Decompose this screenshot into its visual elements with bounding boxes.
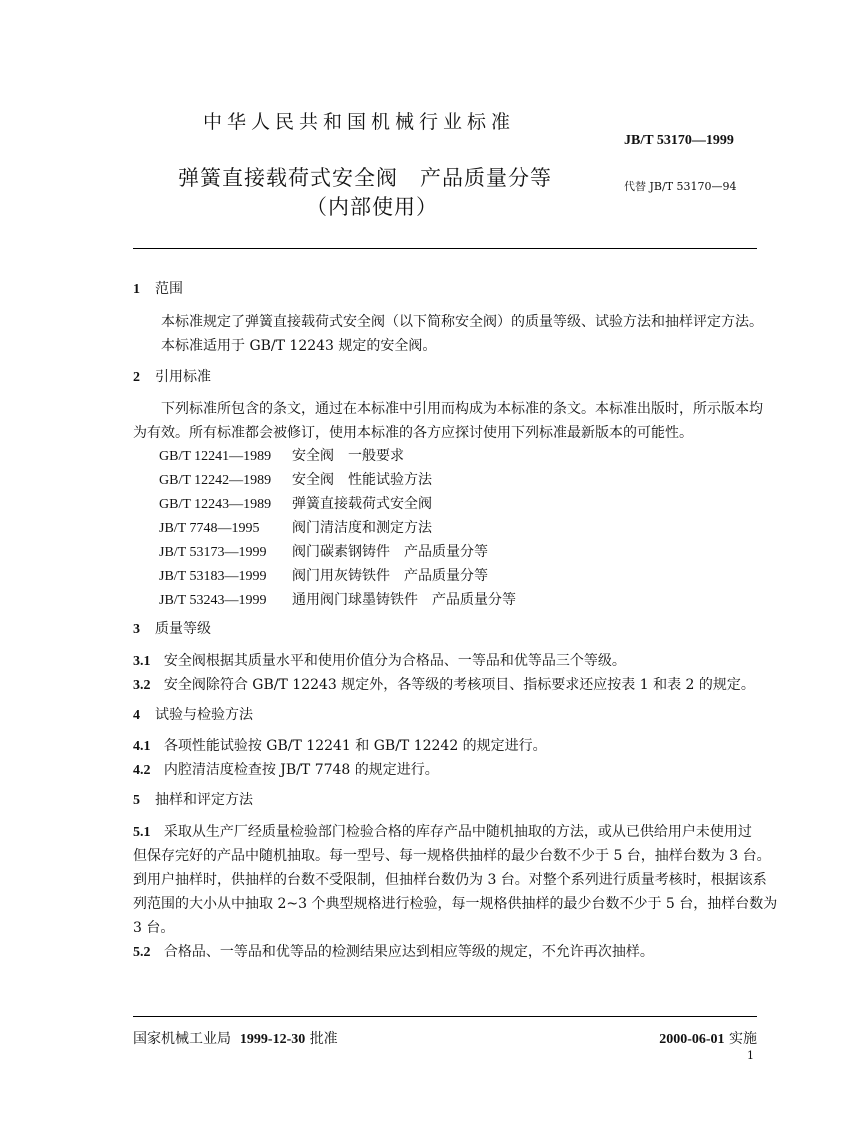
section-3-heading <box>133 618 211 638</box>
clause-text: 合格品、一等品和优等品的检测结果应达到相应等级的规定，不允许再次抽样。 <box>163 944 654 960</box>
clause <box>133 758 439 783</box>
clause <box>133 649 626 674</box>
clause-number: 4.2 <box>133 763 151 778</box>
clause-text: 安全阀根据其质量水平和使用价值分为合格品、一等品和优等品三个等级。 <box>163 653 626 669</box>
implementation-date: 2000-06-01 <box>659 1032 725 1047</box>
approve-label: 批准 <box>309 1031 338 1047</box>
section-number: 5 <box>133 793 140 808</box>
document-title: 弹簧直接载荷式安全阀 产品质量分等 <box>178 166 552 190</box>
clause-text: 但保存完好的产品中随机抽取。每一型号、每一规格供抽样的最少台数不少于 5 台，抽样台数为 3 台。 <box>133 848 771 864</box>
document-subtitle: （内部使用） <box>306 195 438 219</box>
reference-name: 通用阀门球墨铸铁件 产品质量分等 <box>292 592 516 608</box>
clause <box>133 940 654 965</box>
reference-code: JB/T 53183—1999 <box>159 569 267 584</box>
reference-name: 阀门清洁度和测定方法 <box>292 520 432 536</box>
reference-item <box>159 565 488 585</box>
clause-text: 内腔清洁度检查按 JB/T 7748 的规定进行。 <box>163 762 439 778</box>
reference-code: JB/T 53243—1999 <box>159 593 267 608</box>
issuer: 国家机械工业局 <box>133 1031 231 1047</box>
clause-text: 到用户抽样时，供抽样的台数不受限制，但抽样台数仍为 3 台。对整个系列进行质量考核时，根据该系 <box>133 872 767 888</box>
reference-code: GB/T 12242—1989 <box>159 473 272 488</box>
header-rule <box>133 248 757 249</box>
standard-code: JB/T 53170—1999 <box>624 133 734 148</box>
footer-rule <box>133 1016 757 1017</box>
clause-text: 各项性能试验按 GB/T 12241 和 GB/T 12242 的规定进行。 <box>163 738 547 754</box>
section-1-heading <box>133 278 183 298</box>
clause <box>133 820 752 845</box>
section-title: 范围 <box>155 281 183 297</box>
clause-text: 安全阀除符合 GB/T 12243 规定外，各等级的考核项目、指标要求还应按表 1 和表 2 的规定。 <box>163 677 755 693</box>
section-number: 3 <box>133 622 140 637</box>
clause-text: 3 台。 <box>133 920 175 936</box>
clause <box>133 673 755 698</box>
reference-code: GB/T 12243—1989 <box>159 497 272 512</box>
reference-item <box>159 493 432 513</box>
reference-name: 安全阀 一般要求 <box>292 448 404 464</box>
clause-number: 3.2 <box>133 678 151 693</box>
paragraph: 为有效。所有标准都会被修订，使用本标准的各方应探讨使用下列标准最新版本的可能性。 <box>133 425 693 441</box>
paragraph: 本标准适用于 GB/T 12243 规定的安全阀。 <box>161 338 437 354</box>
section-title: 抽样和评定方法 <box>155 792 253 808</box>
section-title: 引用标准 <box>155 369 211 385</box>
publisher-org: 中华人民共和国机械行业标准 <box>203 111 516 133</box>
reference-code: GB/T 12241—1989 <box>159 449 272 464</box>
reference-code: JB/T 7748—1995 <box>159 521 260 536</box>
section-4-heading <box>133 704 253 724</box>
clause-number: 4.1 <box>133 739 151 754</box>
reference-name: 弹簧直接载荷式安全阀 <box>292 496 432 512</box>
approval-info <box>133 1028 338 1048</box>
clause-text: 列范围的大小从中抽取 2~3 个典型规格进行检验，每一规格供抽样的最少台数不少于 5 台，抽样台数为 <box>133 896 778 912</box>
clause-text: 采取从生产厂经质量检验部门检验合格的库存产品中随机抽取的方法，或从已供给用户未使用过 <box>163 824 752 840</box>
clause-number: 5.2 <box>133 945 151 960</box>
paragraph: 下列标准所包含的条文，通过在本标准中引用而构成为本标准的条文。本标准出版时，所示版本均 <box>161 401 763 417</box>
reference-item <box>159 445 404 465</box>
reference-item <box>159 469 432 489</box>
reference-name: 阀门用灰铸铁件 产品质量分等 <box>292 568 488 584</box>
reference-name: 阀门碳素钢铸件 产品质量分等 <box>292 544 488 560</box>
reference-item <box>159 517 432 537</box>
reference-item <box>159 589 516 609</box>
section-title: 质量等级 <box>155 621 211 637</box>
clause <box>133 734 547 759</box>
issue-date: 1999-12-30 <box>239 1032 306 1047</box>
reference-name: 安全阀 性能试验方法 <box>292 472 432 488</box>
clause-number: 3.1 <box>133 654 151 669</box>
implement-label: 实施 <box>729 1031 757 1047</box>
reference-item <box>159 541 488 561</box>
replaces-note: 代替 JB/T 53170—94 <box>624 180 737 193</box>
page-number: 1 <box>747 1049 754 1062</box>
paragraph: 本标准规定了弹簧直接载荷式安全阀（以下简称安全阀）的质量等级、试验方法和抽样评定方法。 <box>161 314 763 330</box>
reference-code: JB/T 53173—1999 <box>159 545 267 560</box>
implementation-info <box>659 1028 757 1048</box>
section-5-heading <box>133 789 253 809</box>
clause-number: 5.1 <box>133 825 151 840</box>
section-number: 1 <box>133 282 140 297</box>
section-number: 2 <box>133 370 140 385</box>
section-2-heading <box>133 366 211 386</box>
section-number: 4 <box>133 708 140 723</box>
section-title: 试验与检验方法 <box>155 707 253 723</box>
